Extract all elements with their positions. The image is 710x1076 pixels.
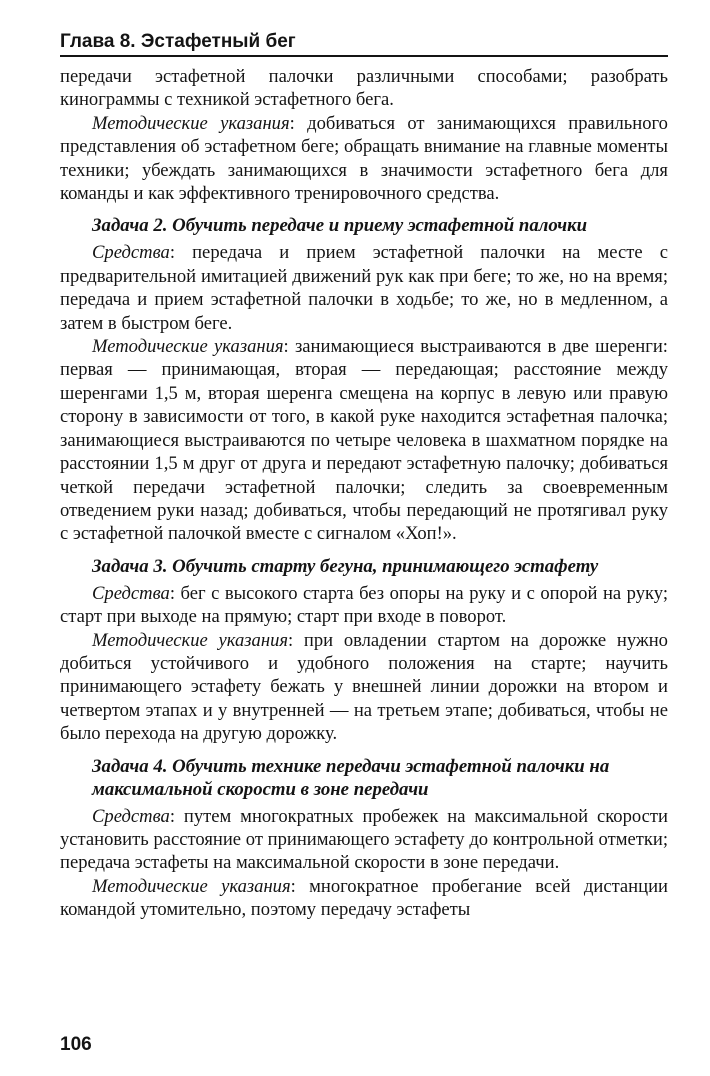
methodical-notes-text: : занимающиеся выстраиваются в две шеренги: первая — принимающая, вторая — передающая; расстояние между шеренгами 1,5 м, вторая шеренга смещена на корпус в левую или правую сторону в зависимости от того, в какой руке находится эстафетная палочка; занимающиеся выстраиваются по четыре человека в шахматном порядке на расстоянии 1,5 м друг от друга и передают эстафетную палочку; добиваться четкой передачи эстафетной палочки; следить за своевременным отведением руки назад; добиваться, чтобы передающий не протягивал руку с эстафетной палочкой вместе с сигналом «Хоп!». [60, 336, 668, 545]
paragraph-means-task-2 [60, 241, 668, 335]
paragraph-methodical-notes-3 [60, 629, 668, 746]
means-text: : путем многократных пробежек на максимальной скорости установить расстояние от принимающего эстафету до контрольной отметки; передача эстафеты на максимальной скорости в зоне передачи. [60, 805, 668, 874]
task-3-heading: Задача 3. Обучить старту бегуна, принимающего эстафету [92, 555, 599, 577]
chapter-header: Глава 8. Эстафетный бег [60, 31, 296, 52]
methodical-notes-label: Методические указания [92, 875, 291, 897]
methodical-notes-label: Методические указания [92, 112, 290, 134]
paragraph-means-task-3 [60, 582, 668, 629]
paragraph-methodical-notes-1 [60, 112, 668, 206]
means-label: Средства [92, 805, 170, 827]
methodical-notes-text: : при овладении стартом на дорожке нужно добиться устойчивого и удобного положения на старте; научить принимающего эстафету бежать у внешней линии дорожки на втором и четвертом этапах и у внутренней — на третьем этапе; добиваться, чтобы не было перехода на другую дорожку. [60, 629, 668, 745]
page-body [60, 65, 668, 922]
task-2-heading: Задача 2. Обучить передаче и приему эстафетной палочки [92, 215, 588, 237]
methodical-notes-text: : добиваться от занимающихся правильного представления об эстафетном беге; обращать внимание на главные моменты техники; убеждать занимающихся в значимости эстафетного бега для команды и как эффективного тренировочного средства. [60, 112, 668, 205]
paragraph-methodical-notes-4 [60, 875, 668, 922]
paragraph-continuation: передачи эстафетной палочки различными способами; разобрать кинограммы с техникой эстафетного бега. [60, 66, 668, 111]
means-label: Средства [92, 242, 170, 264]
means-text: : бег с высокого старта без опоры на руку и с опорой на руку; старт при выходе на прямую; старт при входе в поворот. [60, 582, 668, 628]
methodical-notes-text: : многократное пробегание всей дистанции командой утомительно, поэтому передачу эстафеты [60, 875, 668, 921]
page-number: 106 [60, 1034, 92, 1055]
methodical-notes-label: Методические указания [92, 336, 284, 358]
header-rule [60, 55, 668, 57]
paragraph-methodical-notes-2 [60, 335, 668, 546]
means-label: Средства [92, 582, 170, 604]
task-4-heading: Задача 4. Обучить технике передачи эстафетной палочки на максимальной скорости в зоне передачи [92, 755, 610, 800]
methodical-notes-label: Методические указания [92, 629, 289, 651]
paragraph-means-task-4 [60, 805, 668, 875]
means-text: : передача и прием эстафетной палочки на месте с предварительной имитацией движений рук как при беге; то же, но на время; передача и прием эстафетной палочки в ходьбе; то же, но в медленном, а затем в быстром беге. [60, 242, 668, 334]
